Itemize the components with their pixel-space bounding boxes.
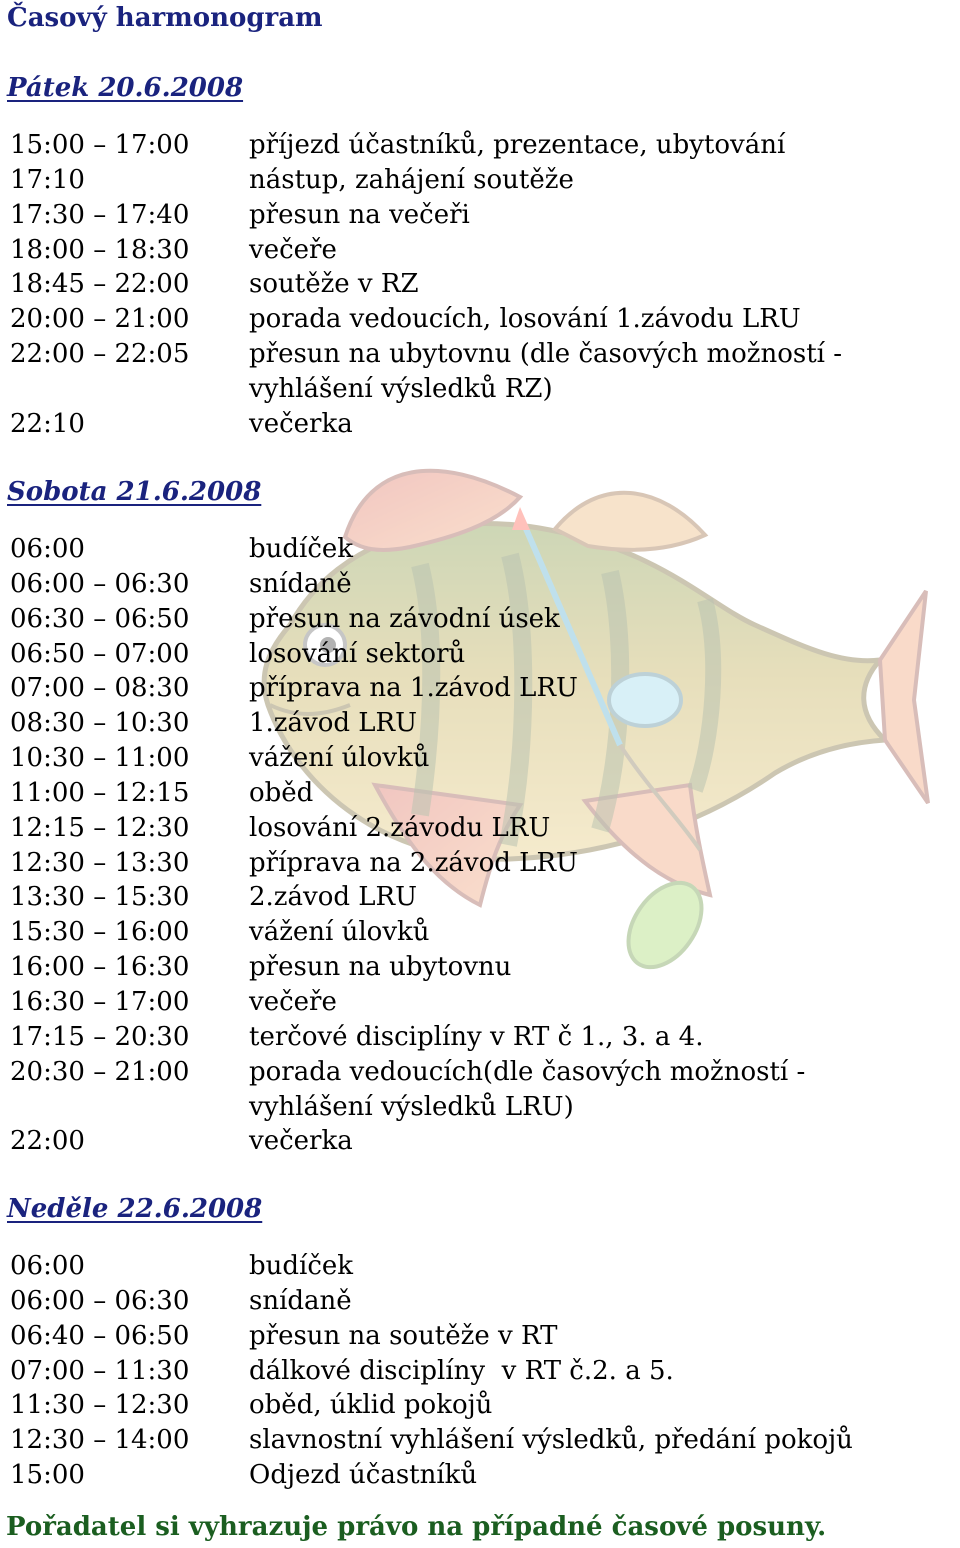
schedule-row xyxy=(10,267,842,302)
schedule-row xyxy=(10,163,842,198)
schedule-row xyxy=(10,1423,853,1458)
schedule-row xyxy=(10,567,805,602)
activity-text: příjezd účastníků, prezentace, ubytování xyxy=(249,130,786,160)
time-range: 12:30 – 13:30 xyxy=(10,847,190,878)
schedule-row-continuation xyxy=(10,1090,805,1125)
schedule-row xyxy=(10,1055,805,1090)
time-range: 18:00 – 18:30 xyxy=(10,234,190,265)
activity-text: Odjezd účastníků xyxy=(249,1460,478,1491)
time-range: 22:10 xyxy=(10,408,85,439)
page-title: Časový harmonogram xyxy=(7,3,323,33)
schedule-row xyxy=(10,532,805,567)
schedule-row xyxy=(10,128,842,163)
time-range: 20:30 – 21:00 xyxy=(10,1056,190,1087)
activity-text: vážení úlovků xyxy=(249,917,430,948)
schedule-row xyxy=(10,880,805,915)
time-range: 15:30 – 16:00 xyxy=(10,917,190,948)
time-range: 06:30 – 06:50 xyxy=(10,603,190,634)
time-range: 16:00 – 16:30 xyxy=(10,952,190,983)
time-range: 17:15 – 20:30 xyxy=(10,1021,190,1052)
activity-text: dálkové disciplíny v RT č.2. a 5. xyxy=(249,1355,674,1386)
activity-text: vyhlášení výsledků RZ) xyxy=(249,373,553,404)
activity-text: porada vedoucích(dle časových možností - xyxy=(249,1056,806,1087)
activity-text: terčové disciplíny v RT č 1., 3. a 4. xyxy=(249,1021,704,1052)
time-range: 15:00 xyxy=(10,1460,85,1491)
saturday-schedule xyxy=(10,532,805,1159)
time-range: 06:40 – 06:50 xyxy=(10,1320,190,1351)
activity-text: příprava na 1.závod LRU xyxy=(249,673,578,704)
activity-text: přesun na ubytovnu (dle časových možností - xyxy=(249,339,843,370)
time-range: 06:00 xyxy=(10,534,85,564)
activity-text: losování 2.závodu LRU xyxy=(249,812,551,843)
footer-note-period: . xyxy=(817,1512,827,1542)
schedule-row xyxy=(10,1388,853,1423)
activity-text: přesun na závodní úsek xyxy=(249,603,560,634)
time-range: 17:30 – 17:40 xyxy=(10,199,190,230)
schedule-row xyxy=(10,337,842,372)
time-range: 11:00 – 12:15 xyxy=(10,777,190,808)
schedule-row xyxy=(10,1020,805,1055)
activity-text: budíček xyxy=(249,534,354,564)
activity-text: oběd xyxy=(249,777,314,808)
time-range: 20:00 – 21:00 xyxy=(10,304,190,335)
schedule-row xyxy=(10,1249,853,1284)
schedule-row xyxy=(10,811,805,846)
schedule-row xyxy=(10,302,842,337)
schedule-row xyxy=(10,233,842,268)
activity-text: nástup, zahájení soutěže xyxy=(249,164,574,195)
schedule-row xyxy=(10,1458,853,1493)
activity-text: porada vedoucích, losování 1.závodu LRU xyxy=(249,304,801,335)
time-range: 06:50 – 07:00 xyxy=(10,638,190,669)
activity-text: přesun na soutěže v RT xyxy=(249,1320,558,1351)
activity-text: slavnostní vyhlášení výsledků, předání pokojů xyxy=(249,1425,853,1456)
schedule-row xyxy=(10,1354,853,1389)
activity-text: přesun na večeři xyxy=(249,199,470,230)
activity-text: večeře xyxy=(249,234,337,265)
activity-text: oběd, úklid pokojů xyxy=(249,1390,493,1421)
time-range: 11:30 – 12:30 xyxy=(10,1390,190,1421)
schedule-row xyxy=(10,1124,805,1159)
activity-text: večerka xyxy=(249,408,353,439)
schedule-row xyxy=(10,671,805,706)
schedule-row xyxy=(10,950,805,985)
activity-text: losování sektorů xyxy=(249,638,466,669)
activity-text: večeře xyxy=(249,986,337,1017)
time-range: 08:30 – 10:30 xyxy=(10,708,190,739)
sunday-schedule xyxy=(10,1249,853,1493)
day-heading-friday: Pátek 20.6.2008 xyxy=(7,73,244,103)
schedule-row xyxy=(10,985,805,1020)
friday-schedule xyxy=(10,128,842,442)
activity-text: večerka xyxy=(249,1126,353,1157)
schedule-row xyxy=(10,1284,853,1319)
schedule-row-continuation xyxy=(10,372,842,407)
time-range: 06:00 xyxy=(10,1251,85,1281)
schedule-row xyxy=(10,776,805,811)
activity-text: 2.závod LRU xyxy=(249,882,418,913)
footer-note xyxy=(6,1512,826,1542)
time-range: 07:00 – 11:30 xyxy=(10,1355,190,1386)
day-heading-saturday: Sobota 21.6.2008 xyxy=(7,477,262,507)
activity-text: vyhlášení výsledků LRU) xyxy=(249,1091,574,1122)
time-range: 12:30 – 14:00 xyxy=(10,1425,190,1456)
time-range: 07:00 – 08:30 xyxy=(10,673,190,704)
time-range: 16:30 – 17:00 xyxy=(10,986,190,1017)
time-range: 22:00 xyxy=(10,1126,85,1157)
time-range: 17:10 xyxy=(10,164,85,195)
schedule-row xyxy=(10,198,842,233)
footer-note-text: Pořadatel si vyhrazuje právo na případné časové posuny xyxy=(6,1512,818,1542)
activity-text: soutěže v RZ xyxy=(249,269,419,300)
activity-text: vážení úlovků xyxy=(249,743,430,774)
time-range: 06:00 – 06:30 xyxy=(10,568,190,599)
time-range: 13:30 – 15:30 xyxy=(10,882,190,913)
activity-text: snídaně xyxy=(249,1285,352,1316)
time-range: 18:45 – 22:00 xyxy=(10,269,190,300)
schedule-row xyxy=(10,915,805,950)
schedule-row xyxy=(10,706,805,741)
activity-text: budíček xyxy=(249,1251,354,1281)
time-range: 12:15 – 12:30 xyxy=(10,812,190,843)
activity-text: snídaně xyxy=(249,568,352,599)
activity-text: 1.závod LRU xyxy=(249,708,418,739)
day-heading-sunday: Neděle 22.6.2008 xyxy=(7,1194,263,1224)
schedule-row xyxy=(10,1319,853,1354)
schedule-row xyxy=(10,637,805,672)
schedule-row xyxy=(10,602,805,637)
time-range: 22:00 – 22:05 xyxy=(10,339,190,370)
time-range: 10:30 – 11:00 xyxy=(10,743,190,774)
schedule-row xyxy=(10,741,805,776)
activity-text: příprava na 2.závod LRU xyxy=(249,847,578,878)
time-range: 15:00 – 17:00 xyxy=(10,130,190,160)
activity-text: přesun na ubytovnu xyxy=(249,952,512,983)
schedule-row xyxy=(10,846,805,881)
time-range: 06:00 – 06:30 xyxy=(10,1285,190,1316)
schedule-row xyxy=(10,407,842,442)
